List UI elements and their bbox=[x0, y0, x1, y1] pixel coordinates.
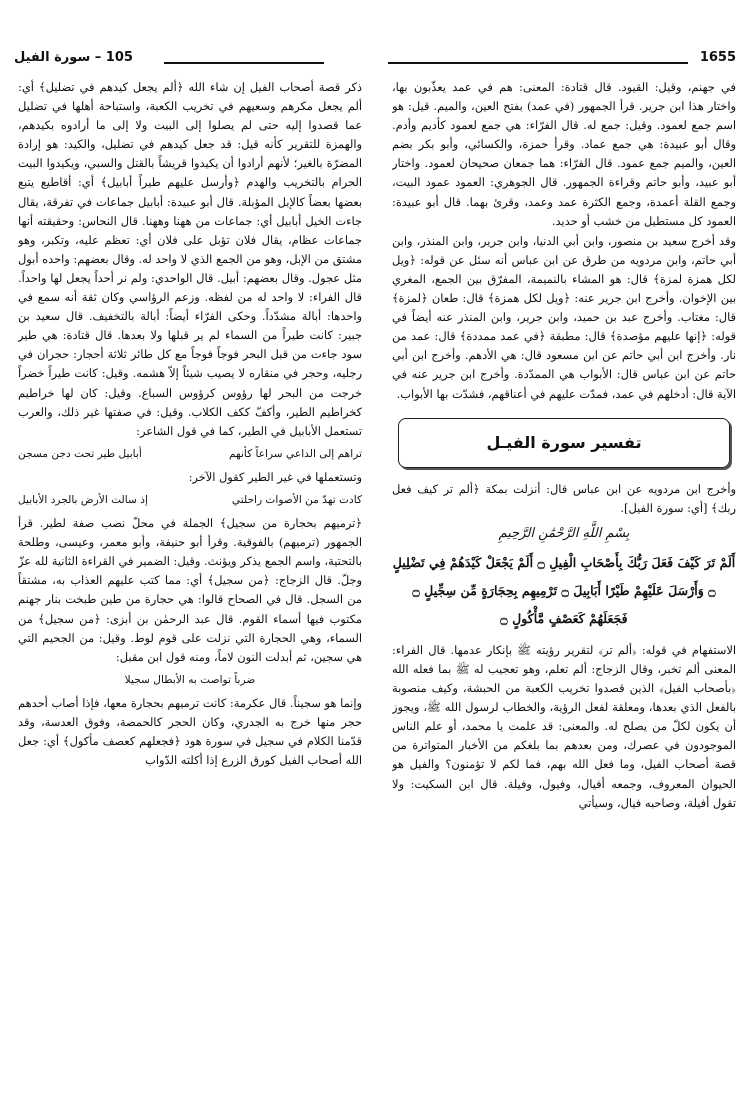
right-column bbox=[392, 78, 736, 1098]
commentary-paragraph: وإنما هو سجيناً. قال عكرمة: كانت ترميهم بحجارة معها، فإذا أصاب أحدهم حجر منها خرج به الجدري، وكان الحجر كالحمصة، وفوق العدسة، وقد قدّمنا الكلام في سجيل في سورة هود ﴿فجعلهم كعصف مأكول﴾ أي: جعل الله أصحاب الفيل كورق الزرع إذا أكلته الدّواب bbox=[18, 695, 362, 768]
surah-title: تفسير سورة الفيـل bbox=[486, 433, 642, 453]
commentary-paragraph: وأخرج ابن مردويه عن ابن عباس قال: أنزلت بمكة ﴿ألم تر كيف فعل ربك﴾ [أي: سورة الفيل]. bbox=[392, 481, 736, 515]
poem-verse bbox=[18, 445, 362, 464]
quran-verses: أَلَمْ تَرَ كَيْفَ فَعَلَ رَبُّكَ بِأَصْحَابِ الْفِيلِ ۝ أَلَمْ يَجْعَلْ كَيْدَهُمْ فِي تَضْلِيلٍ ۝ وَأَرْسَلَ عَلَيْهِمْ طَيْرًا أَبَابِيلَ ۝ تَرْمِيهِم بِحِجَارَةٍ مِّن سِجِّيلٍ ۝ فَجَعَلَهُمْ كَعَصْفٍ مَّأْكُولٍ ۝ bbox=[392, 554, 736, 626]
poem-verse bbox=[18, 491, 362, 510]
commentary-paragraph: الاستفهام في قوله: ﴿ألم تر﴾ لتقرير رؤيته ﷺ بإنكار عدمها. قال الفراء: المعنى ألم تخبر، وقال الزجاج: ألم تعلم، وهو تعجيب له ﷺ بما فعله الله ﴿بأصحاب الفيل﴾ الذين قصدوا تخريب الكعبة من الحبشة، وكيف منصوبة بالفعل الذي بعدها، ومعلقة لفعل الرؤية، والخطاب لرسول الله ﷺ، ويجوز أن يكون لكلّ من يصلح له. والمعنى: قد علمت يا محمد، أو علم الناس الموجودون في عصرك، ومن بعدهم بما بلغكم من الأخبار المتواترة من قصة أصحاب الفيل، وما فعل الله بهم، فما لكم لا تؤمنون؟ والفيل هو الحيوان المعروف، وجمعه أفيال، وفيول، وفيلة. قال ابن السكيت: ولا تقول أفيلة، وصاحبه فيال، وسيأتي bbox=[392, 642, 736, 810]
poem-hemistich: تراهم إلى الداعي سراعاً كأنهم bbox=[228, 447, 362, 460]
commentary-paragraph: وقد أخرج سعيد بن منصور، وابن أبي الدنيا، وابن جرير، وابن المنذر، وابن أبي حاتم، وابن مردويه من طرق عن ابن عباس أنه سئل عن قوله: ﴿ويل لكل همزة لمزة﴾ قال: هو المشاء بالنميمة، المفرّق بين الجمع، المغري بين الإخوان. وأخرج ابن جرير عنه: ﴿ويل لكل همزة﴾ قال: طعان ﴿لمزة﴾ قال: مغتاب. وأخرج عبد بن حميد، وابن جرير، وابن المنذر عنه أيضاً في قوله: ﴿إنها عليهم مؤصدة﴾ قال: مطبقة ﴿في عمد ممددة﴾ قال: عمد من نار. وأخرج ابن أبي حاتم عن ابن مسعود قال: هي الأدهم. وأخرج ابن أبي حاتم عن ابن عباس قال: الأبواب هي الممدّدة. وأخرج ابن جرير عنه في الآية قال: أدخلهم في عمد، فمدّت عليهم في أعناقهم، فشدّت بها الأبواب. bbox=[392, 233, 736, 401]
left-column bbox=[18, 78, 362, 1098]
header-rule-left bbox=[164, 62, 324, 64]
basmala: بِسْمِ اللَّهِ الرَّحْمَٰنِ الرَّحِيمِ bbox=[498, 525, 630, 541]
poem-hemistich: كادت تهدّ من الأصوات راحلتي bbox=[231, 493, 362, 506]
surah-title-box bbox=[398, 418, 730, 468]
commentary-paragraph: ﴿ترميهم بحجارة من سجيل﴾ الجملة في محلّ نصب صفة لطير. قرأ الجمهور (ترميهم) بالفوقية. وقرأ أبو حنيفة، وأبو معمر، وعيسى، وطلحة بالتحتية، واسم الجمع يذكر ويؤنث. وقيل: الضمير في القراءة الثانية لله عزّ وجلّ. قال الزجاج: ﴿من سجيل﴾ أي: مما كتب عليهم العذاب به، مشتقاً من السجل. قال في الصحاح قالوا: هي حجارة من طين طبخت بنار جهنم مكتوب فيها أسماء القوم. قال عبد الرحمٰن بن أبزى: ﴿من سجيل﴾ من السماء، وهي الحجارة التي نزلت على قوم لوط. وقيل: من الجحيم التي هي سجين، ثم أبدلت النون لاماً، ومنه قول ابن مقبل: bbox=[18, 516, 362, 664]
page-number: 1655 bbox=[699, 50, 736, 65]
poem-hemistich: ضرباً تواصت به الأبطال سجيلا bbox=[124, 673, 256, 686]
poem-verse bbox=[18, 671, 362, 690]
poem-hemistich: أبابيل طير تحت دجن مسجن bbox=[18, 447, 142, 460]
header-rule-right bbox=[388, 62, 688, 64]
commentary-paragraph: وتستعملها في غير الطير كقول الآخر: bbox=[188, 469, 362, 484]
page-header bbox=[14, 50, 736, 72]
poem-hemistich: إذ سالت الأرض بالجرد الأبابيل bbox=[18, 493, 148, 506]
running-title: 105 – سورة الفيل bbox=[14, 50, 133, 65]
commentary-paragraph: في جهنم، وقيل: القيود. قال قتادة: المعنى: هم في عمد يعذّبون بها، واختار هذا ابن جرير. قرأ الجمهور (في عمد) بفتح العين، والميم. قيل: هو اسم جمع لعمود. وقيل: جمع له. قال الفرّاء: هي جمع لعمود كأديم وأدم. وقال أبو عبيدة: هي جمع عماد. وقرأ حمزة، والكسائي، وأبو بكر بضم العين، والميم جمع عمود. قال الفرّاء: هما جمعان صحيحان لعمود. واختار أبو عبيد، وأبو حاتم وقراءة الجمهور. قال الجوهري: العمود عمود البيت، وجمع القلة أعمدة، وجمع الكثرة عمد وعمد، وقرئ بهما. قال أبو عبيدة: العمود كل مستطيل من خشب أو حديد. bbox=[392, 80, 736, 228]
commentary-paragraph: ذكر قصة أصحاب الفيل إن شاء الله ﴿ألم يجعل كيدهم في تضليل﴾ أي: ألم يجعل مكرهم وسعيهم في تخريب الكعبة، واستباحة أهلها في تضليل عما قصدوا إليه حتى لم يصلوا إلى البيت ولا إلى ما أرادوه بكيدهم، والهمزة للتقرير كأنه قيل: قد جعل كيدهم في تضليل، والكيد: هو إرادة المضرّة بالغير؛ لأنهم أرادوا أن يكيدوا قريشاً بالقتل والسبي، ويكيدوا البيت الحرام بالتخريب والهدم ﴿وأرسل عليهم طيراً أبابيل﴾ أي: أقاطيع يتبع بعضها بعضاً كالإبل المؤبلة. قال أبو عبيدة: أبابيل جماعات في تفرقة، يقال جاءت الخيل أبابيل أي: جماعات من ههنا وههنا. قال النحاس: وحقيقته أنها جماعات عظام، يقال فلان تؤبل على فلان أي: تعظم عليه، وتكبر، وهو مشتق من الإبل، وهو من الجمع الذي لا واحد له. وقال بعضهم: واحده أبول مثل عجول. وقال بعضهم: أبيل. قال الواحدي: ولم نر أحداً يجعل لها واحداً. قال الفراء: لا واحد له من لفظه. وزعم الرؤاسي وكان ثقة أنه سمع في واحدها: أبالة مشدّداً. وحكى الفرّاء أيضاً: أبالة بالتخفيف. قال سعيد بن جبير: كانت طيراً من السماء لم ير قبلها ولا بعدها. قال قتادة: هي طير سود جاءت من قبل البحر فوجاً فوجاً مع كل طائر ثلاثة أحجار: حجران في رجليه، وحجر في منقاره لا يصيب شيئاً إلاّ هشمه. وقيل: كانت طيراً خضراً خرجت من البحر لها رؤوس كرؤوس السباع. وقيل: كان لها خراطيم كخراطيم الطير، وأكفّ ككف الكلاب. وقيل: في صفتها غير ذلك، والعرب تستعمل الأبابيل في الطير، كما في قول الشاعر: bbox=[18, 80, 362, 438]
